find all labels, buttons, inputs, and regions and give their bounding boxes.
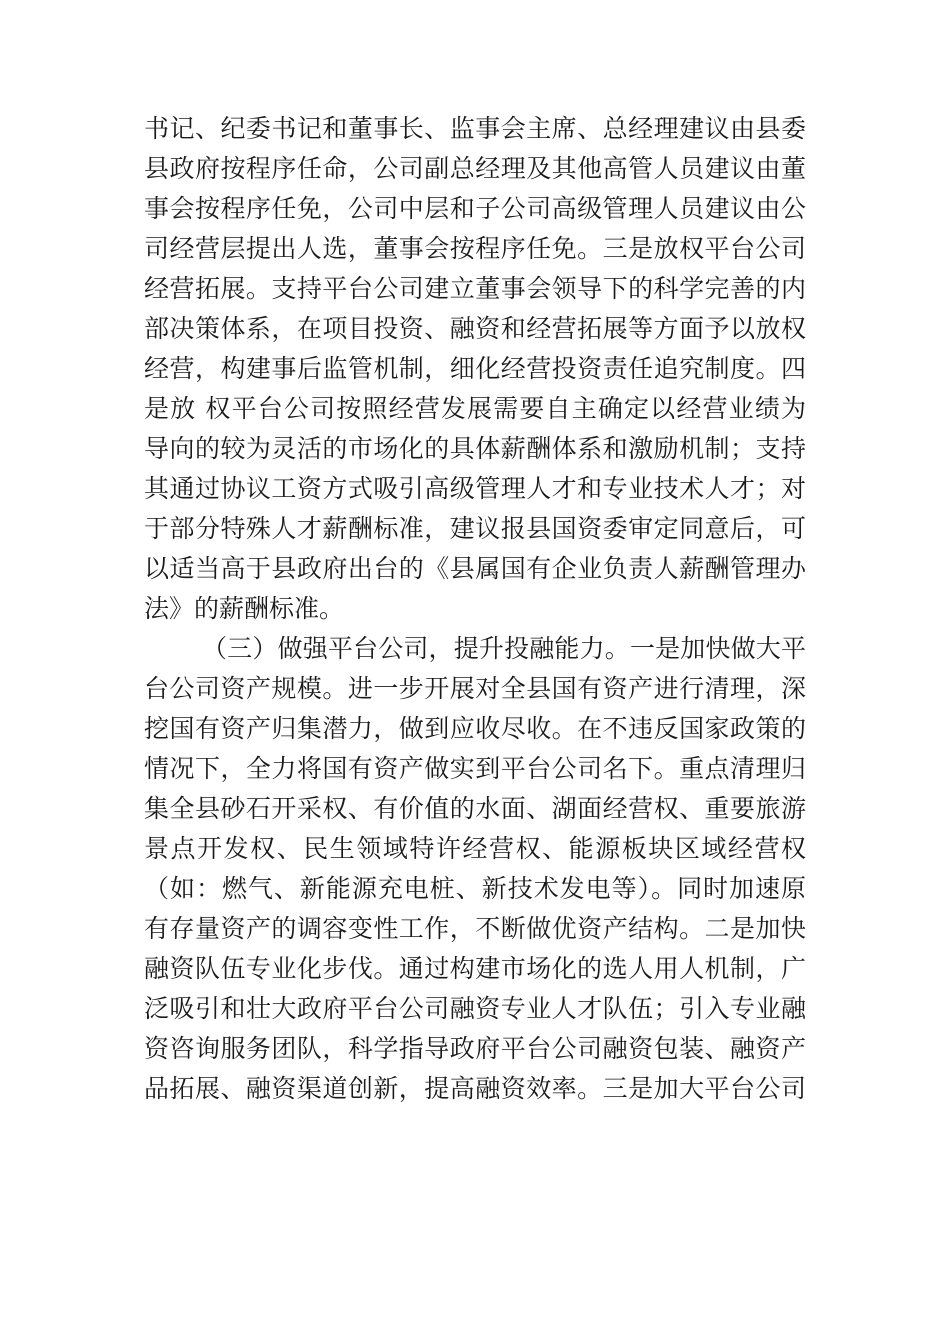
text-line-15: 台公司资产规模。进一步开展对全县国有资产进行清理，深: [144, 674, 806, 703]
text-line-13: 法》的薪酬标准。: [144, 594, 345, 623]
text-line-25: 品拓展、融资渠道创新，提高融资效率。三是加大平台公司: [144, 1074, 806, 1103]
text-line-10: 其通过协议工资方式吸引高级管理人才和专业技术人才；对: [144, 474, 806, 503]
text-line-20: （如：燃气、新能源充电桩、新技术发电等）。同时加速原: [144, 874, 806, 903]
text-line-24: 资咨询服务团队，科学指导政府平台公司融资包装、融资产: [144, 1034, 806, 1063]
text-line-16: 挖国有资产归集潜力，做到应收尽收。在不违反国家政策的: [144, 714, 806, 743]
text-line-18: 集全县砂石开采权、有价值的水面、湖面经营权、重要旅游: [144, 794, 806, 823]
text-line-19: 景点开发权、民生领域特许经营权、能源板块区域经营权: [144, 834, 806, 863]
text-line-9: 导向的较为灵活的市场化的具体薪酬体系和激励机制；支持: [144, 434, 806, 463]
text-line-11: 于部分特殊人才薪酬标准，建议报县国资委审定同意后，可: [144, 514, 806, 543]
text-line-6: 部决策体系，在项目投资、融资和经营拓展等方面予以放权: [144, 314, 806, 343]
text-line-4: 司经营层提出人选，董事会按程序任免。三是放权平台公司: [144, 234, 806, 263]
text-line-12: 以适当高于县政府出台的《县属国有企业负责人薪酬管理办: [144, 554, 806, 583]
text-line-8: 是放 权平台公司按照经营发展需要自主确定以经营业绩为: [144, 394, 806, 423]
body-text: [144, 109, 806, 1109]
text-line-22: 融资队伍专业化步伐。通过构建市场化的选人用人机制，广: [144, 954, 806, 983]
text-line-1: 书记、纪委书记和董事长、监事会主席、总经理建议由县委: [144, 114, 806, 143]
text-line-7: 经营，构建事后监管机制，细化经营投资责任追究制度。四: [144, 354, 806, 383]
text-line-23: 泛吸引和壮大政府平台公司融资专业人才队伍；引入专业融: [144, 994, 806, 1023]
text-line-5: 经营拓展。支持平台公司建立董事会领导下的科学完善的内: [144, 274, 806, 303]
text-line-17: 情况下，全力将国有资产做实到平台公司名下。重点清理归: [144, 754, 806, 783]
text-line-21: 有存量资产的调容变性工作，不断做优资产结构。二是加快: [144, 914, 806, 943]
text-line-2: 县政府按程序任命，公司副总经理及其他高管人员建议由董: [144, 154, 806, 183]
text-line-14: （三）做强平台公司，提升投融能力。一是加快做大平: [202, 634, 806, 663]
text-line-3: 事会按程序任免，公司中层和子公司高级管理人员建议由公: [144, 194, 806, 223]
